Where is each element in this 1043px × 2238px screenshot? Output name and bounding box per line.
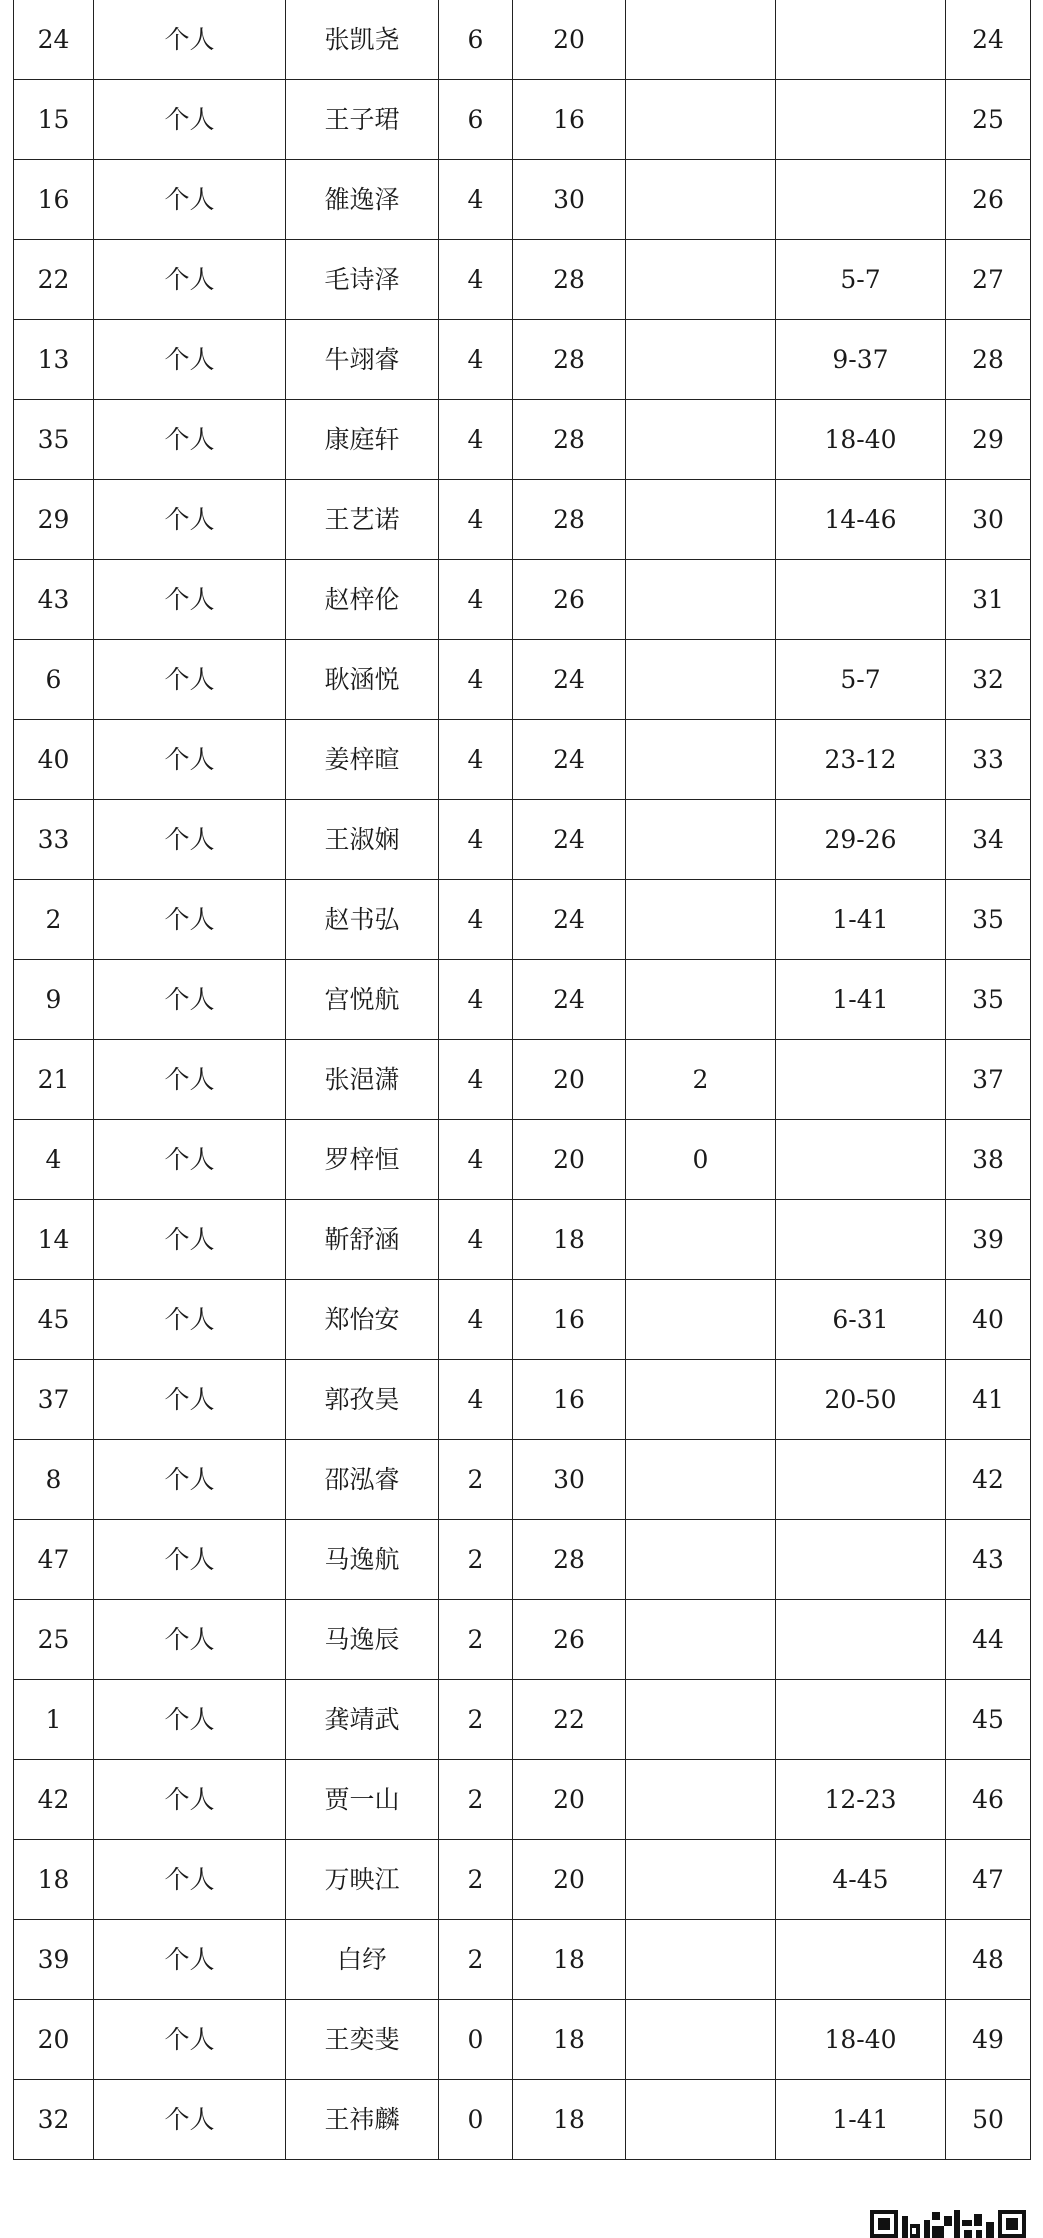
table-row xyxy=(14,480,1031,560)
cell-name: 雒逸泽 xyxy=(286,160,439,240)
cell-name: 牛翊睿 xyxy=(286,320,439,400)
cell-detail: 5-7 xyxy=(776,240,946,320)
cell-score-c xyxy=(626,400,776,480)
cell-score-c xyxy=(626,1440,776,1520)
cell-number: 40 xyxy=(14,720,94,800)
cell-name: 龚靖武 xyxy=(286,1680,439,1760)
table-row xyxy=(14,320,1031,400)
cell-score-a: 4 xyxy=(439,1120,513,1200)
cell-name: 郭孜昊 xyxy=(286,1360,439,1440)
cell-score-b: 28 xyxy=(513,320,626,400)
cell-rank: 43 xyxy=(946,1520,1031,1600)
cell-type: 个人 xyxy=(94,240,286,320)
cell-number: 22 xyxy=(14,240,94,320)
cell-type: 个人 xyxy=(94,1840,286,1920)
cell-detail: 14-46 xyxy=(776,480,946,560)
cell-score-b: 26 xyxy=(513,1600,626,1680)
cell-name: 罗梓恒 xyxy=(286,1120,439,1200)
cell-score-a: 0 xyxy=(439,2000,513,2080)
table-row xyxy=(14,640,1031,720)
cell-type: 个人 xyxy=(94,960,286,1040)
cell-type: 个人 xyxy=(94,880,286,960)
cell-detail: 23-12 xyxy=(776,720,946,800)
cell-number: 33 xyxy=(14,800,94,880)
cell-name: 宫悦航 xyxy=(286,960,439,1040)
cell-name: 王艺诺 xyxy=(286,480,439,560)
cell-rank: 44 xyxy=(946,1600,1031,1680)
cell-rank: 38 xyxy=(946,1120,1031,1200)
cell-score-a: 6 xyxy=(439,80,513,160)
cell-type: 个人 xyxy=(94,1920,286,2000)
cell-score-b: 28 xyxy=(513,480,626,560)
cell-name: 靳舒涵 xyxy=(286,1200,439,1280)
table-row xyxy=(14,1200,1031,1280)
cell-number: 45 xyxy=(14,1280,94,1360)
cell-score-c xyxy=(626,880,776,960)
cell-rank: 37 xyxy=(946,1040,1031,1120)
cell-score-c xyxy=(626,640,776,720)
table-row xyxy=(14,1440,1031,1520)
cell-score-b: 20 xyxy=(513,1040,626,1120)
cell-detail: 12-23 xyxy=(776,1760,946,1840)
table-row xyxy=(14,80,1031,160)
cell-name: 王淑娴 xyxy=(286,800,439,880)
cell-detail xyxy=(776,560,946,640)
cell-score-c xyxy=(626,2000,776,2080)
cell-number: 39 xyxy=(14,1920,94,2000)
cell-name: 毛诗泽 xyxy=(286,240,439,320)
results-table xyxy=(13,0,1031,2160)
cell-type: 个人 xyxy=(94,1280,286,1360)
cell-score-b: 20 xyxy=(513,1760,626,1840)
cell-name: 王子珺 xyxy=(286,80,439,160)
cell-score-b: 26 xyxy=(513,560,626,640)
cell-score-c xyxy=(626,1680,776,1760)
cell-score-a: 4 xyxy=(439,320,513,400)
cell-score-b: 24 xyxy=(513,800,626,880)
cell-name: 赵书弘 xyxy=(286,880,439,960)
cell-score-c xyxy=(626,960,776,1040)
cell-number: 13 xyxy=(14,320,94,400)
cell-name: 张凯尧 xyxy=(286,0,439,80)
cell-rank: 39 xyxy=(946,1200,1031,1280)
cell-type: 个人 xyxy=(94,1440,286,1520)
cell-score-b: 24 xyxy=(513,880,626,960)
table-row xyxy=(14,400,1031,480)
cell-number: 8 xyxy=(14,1440,94,1520)
cell-rank: 49 xyxy=(946,2000,1031,2080)
cell-rank: 50 xyxy=(946,2080,1031,2160)
cell-detail xyxy=(776,80,946,160)
cell-score-b: 20 xyxy=(513,1840,626,1920)
table-row xyxy=(14,960,1031,1040)
cell-score-a: 4 xyxy=(439,560,513,640)
cell-score-a: 2 xyxy=(439,1840,513,1920)
cell-score-a: 4 xyxy=(439,1200,513,1280)
cell-type: 个人 xyxy=(94,560,286,640)
cell-score-a: 4 xyxy=(439,640,513,720)
table-row xyxy=(14,720,1031,800)
cell-rank: 34 xyxy=(946,800,1031,880)
cell-score-b: 16 xyxy=(513,80,626,160)
table-row xyxy=(14,1040,1031,1120)
cell-detail xyxy=(776,0,946,80)
qr-code-strip xyxy=(870,2206,1028,2238)
table-row xyxy=(14,1360,1031,1440)
cell-number: 1 xyxy=(14,1680,94,1760)
cell-score-a: 6 xyxy=(439,0,513,80)
cell-name: 万映江 xyxy=(286,1840,439,1920)
cell-score-a: 2 xyxy=(439,1440,513,1520)
cell-detail: 29-26 xyxy=(776,800,946,880)
cell-detail xyxy=(776,1920,946,2000)
cell-number: 4 xyxy=(14,1120,94,1200)
cell-name: 郑怡安 xyxy=(286,1280,439,1360)
cell-detail: 1-41 xyxy=(776,960,946,1040)
cell-rank: 32 xyxy=(946,640,1031,720)
cell-detail xyxy=(776,1680,946,1760)
cell-detail: 1-41 xyxy=(776,880,946,960)
cell-rank: 31 xyxy=(946,560,1031,640)
cell-rank: 47 xyxy=(946,1840,1031,1920)
cell-name: 姜梓暄 xyxy=(286,720,439,800)
cell-score-c xyxy=(626,1280,776,1360)
cell-score-c xyxy=(626,160,776,240)
cell-score-b: 24 xyxy=(513,960,626,1040)
cell-number: 15 xyxy=(14,80,94,160)
cell-score-a: 4 xyxy=(439,400,513,480)
cell-score-b: 18 xyxy=(513,2000,626,2080)
cell-score-b: 30 xyxy=(513,160,626,240)
cell-score-a: 4 xyxy=(439,240,513,320)
cell-name: 王奕斐 xyxy=(286,2000,439,2080)
table-row xyxy=(14,1120,1031,1200)
cell-type: 个人 xyxy=(94,1040,286,1120)
cell-score-c: 2 xyxy=(626,1040,776,1120)
cell-score-a: 4 xyxy=(439,160,513,240)
cell-number: 37 xyxy=(14,1360,94,1440)
cell-rank: 28 xyxy=(946,320,1031,400)
cell-score-c xyxy=(626,720,776,800)
cell-detail: 6-31 xyxy=(776,1280,946,1360)
cell-score-b: 18 xyxy=(513,2080,626,2160)
table-row xyxy=(14,1600,1031,1680)
cell-score-a: 2 xyxy=(439,1680,513,1760)
cell-score-b: 28 xyxy=(513,240,626,320)
cell-type: 个人 xyxy=(94,160,286,240)
cell-type: 个人 xyxy=(94,800,286,880)
table-row xyxy=(14,2080,1031,2160)
cell-score-c xyxy=(626,1200,776,1280)
cell-rank: 24 xyxy=(946,0,1031,80)
cell-score-b: 28 xyxy=(513,400,626,480)
cell-type: 个人 xyxy=(94,1680,286,1760)
cell-number: 43 xyxy=(14,560,94,640)
cell-detail xyxy=(776,1440,946,1520)
cell-score-c xyxy=(626,800,776,880)
cell-detail xyxy=(776,1200,946,1280)
cell-type: 个人 xyxy=(94,720,286,800)
cell-type: 个人 xyxy=(94,1600,286,1680)
cell-number: 32 xyxy=(14,2080,94,2160)
cell-number: 47 xyxy=(14,1520,94,1600)
cell-detail xyxy=(776,1120,946,1200)
cell-name: 邵泓睿 xyxy=(286,1440,439,1520)
cell-detail xyxy=(776,1600,946,1680)
table-body xyxy=(14,0,1031,2160)
cell-number: 2 xyxy=(14,880,94,960)
cell-score-b: 18 xyxy=(513,1200,626,1280)
cell-score-b: 16 xyxy=(513,1360,626,1440)
cell-score-a: 4 xyxy=(439,1280,513,1360)
cell-score-c xyxy=(626,240,776,320)
cell-detail: 18-40 xyxy=(776,2000,946,2080)
cell-type: 个人 xyxy=(94,80,286,160)
table-row xyxy=(14,160,1031,240)
cell-score-c xyxy=(626,2080,776,2160)
cell-score-a: 0 xyxy=(439,2080,513,2160)
cell-name: 张浥潇 xyxy=(286,1040,439,1120)
cell-number: 21 xyxy=(14,1040,94,1120)
cell-score-a: 4 xyxy=(439,960,513,1040)
cell-score-c xyxy=(626,1920,776,2000)
cell-number: 20 xyxy=(14,2000,94,2080)
cell-number: 16 xyxy=(14,160,94,240)
cell-detail: 20-50 xyxy=(776,1360,946,1440)
cell-rank: 33 xyxy=(946,720,1031,800)
cell-number: 6 xyxy=(14,640,94,720)
cell-score-c: 0 xyxy=(626,1120,776,1200)
cell-rank: 35 xyxy=(946,960,1031,1040)
cell-number: 24 xyxy=(14,0,94,80)
cell-type: 个人 xyxy=(94,400,286,480)
cell-detail: 1-41 xyxy=(776,2080,946,2160)
cell-name: 马逸航 xyxy=(286,1520,439,1600)
cell-score-c xyxy=(626,1520,776,1600)
table-row xyxy=(14,1680,1031,1760)
cell-score-b: 24 xyxy=(513,640,626,720)
cell-type: 个人 xyxy=(94,2080,286,2160)
cell-type: 个人 xyxy=(94,1360,286,1440)
cell-score-c xyxy=(626,80,776,160)
cell-type: 个人 xyxy=(94,1200,286,1280)
cell-name: 王祎麟 xyxy=(286,2080,439,2160)
cell-score-b: 16 xyxy=(513,1280,626,1360)
table-row xyxy=(14,1280,1031,1360)
cell-score-c xyxy=(626,0,776,80)
cell-score-b: 18 xyxy=(513,1920,626,2000)
cell-rank: 29 xyxy=(946,400,1031,480)
cell-detail: 4-45 xyxy=(776,1840,946,1920)
cell-name: 马逸辰 xyxy=(286,1600,439,1680)
cell-name: 白纾 xyxy=(286,1920,439,2000)
table-row xyxy=(14,880,1031,960)
cell-score-a: 2 xyxy=(439,1520,513,1600)
cell-score-b: 30 xyxy=(513,1440,626,1520)
cell-name: 耿涵悦 xyxy=(286,640,439,720)
cell-number: 18 xyxy=(14,1840,94,1920)
cell-score-c xyxy=(626,1840,776,1920)
cell-number: 42 xyxy=(14,1760,94,1840)
cell-type: 个人 xyxy=(94,0,286,80)
cell-score-c xyxy=(626,1760,776,1840)
cell-rank: 26 xyxy=(946,160,1031,240)
table-row xyxy=(14,1920,1031,2000)
cell-score-c xyxy=(626,480,776,560)
cell-score-a: 4 xyxy=(439,480,513,560)
cell-score-a: 4 xyxy=(439,800,513,880)
cell-score-b: 20 xyxy=(513,0,626,80)
table-row xyxy=(14,1760,1031,1840)
cell-score-b: 20 xyxy=(513,1120,626,1200)
table-row xyxy=(14,1520,1031,1600)
cell-type: 个人 xyxy=(94,640,286,720)
cell-detail xyxy=(776,160,946,240)
cell-rank: 35 xyxy=(946,880,1031,960)
cell-score-c xyxy=(626,320,776,400)
cell-score-a: 4 xyxy=(439,1360,513,1440)
cell-type: 个人 xyxy=(94,1120,286,1200)
cell-type: 个人 xyxy=(94,1520,286,1600)
cell-rank: 30 xyxy=(946,480,1031,560)
cell-number: 9 xyxy=(14,960,94,1040)
cell-name: 康庭轩 xyxy=(286,400,439,480)
cell-score-b: 28 xyxy=(513,1520,626,1600)
cell-score-b: 22 xyxy=(513,1680,626,1760)
cell-rank: 46 xyxy=(946,1760,1031,1840)
cell-rank: 48 xyxy=(946,1920,1031,2000)
cell-score-c xyxy=(626,1360,776,1440)
cell-score-a: 2 xyxy=(439,1760,513,1840)
cell-score-b: 24 xyxy=(513,720,626,800)
cell-rank: 25 xyxy=(946,80,1031,160)
cell-detail xyxy=(776,1040,946,1120)
cell-type: 个人 xyxy=(94,320,286,400)
cell-number: 25 xyxy=(14,1600,94,1680)
cell-score-a: 4 xyxy=(439,1040,513,1120)
cell-number: 14 xyxy=(14,1200,94,1280)
cell-score-a: 4 xyxy=(439,720,513,800)
table-row xyxy=(14,240,1031,320)
table-row xyxy=(14,800,1031,880)
cell-detail: 18-40 xyxy=(776,400,946,480)
cell-detail: 5-7 xyxy=(776,640,946,720)
cell-rank: 27 xyxy=(946,240,1031,320)
qr-code-icon xyxy=(870,2206,1028,2238)
cell-type: 个人 xyxy=(94,480,286,560)
cell-score-a: 4 xyxy=(439,880,513,960)
cell-rank: 41 xyxy=(946,1360,1031,1440)
table-row xyxy=(14,0,1031,80)
cell-rank: 40 xyxy=(946,1280,1031,1360)
cell-score-c xyxy=(626,1600,776,1680)
table-row xyxy=(14,560,1031,640)
cell-detail: 9-37 xyxy=(776,320,946,400)
cell-rank: 45 xyxy=(946,1680,1031,1760)
cell-detail xyxy=(776,1520,946,1600)
cell-score-a: 2 xyxy=(439,1600,513,1680)
cell-score-a: 2 xyxy=(439,1920,513,2000)
cell-number: 29 xyxy=(14,480,94,560)
cell-score-c xyxy=(626,560,776,640)
cell-rank: 42 xyxy=(946,1440,1031,1520)
table-row xyxy=(14,2000,1031,2080)
cell-name: 赵梓伦 xyxy=(286,560,439,640)
cell-type: 个人 xyxy=(94,2000,286,2080)
cell-type: 个人 xyxy=(94,1760,286,1840)
table-row xyxy=(14,1840,1031,1920)
cell-name: 贾一山 xyxy=(286,1760,439,1840)
cell-number: 35 xyxy=(14,400,94,480)
